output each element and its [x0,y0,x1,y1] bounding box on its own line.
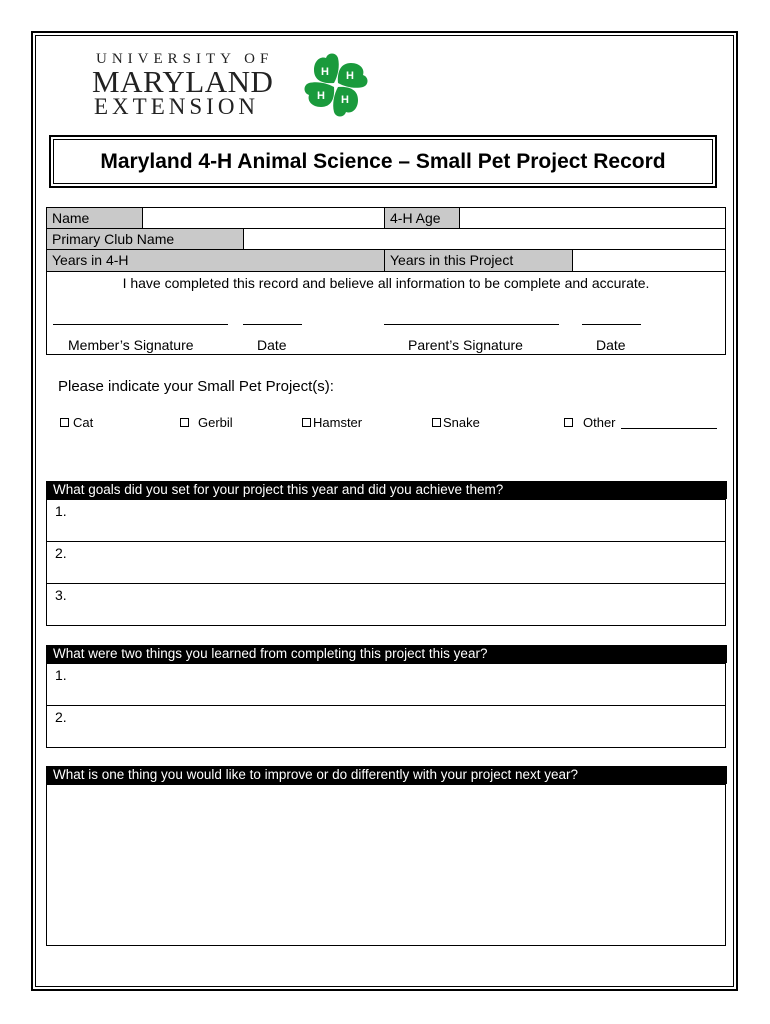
option-snake-label: Snake [443,415,480,430]
svg-text:H: H [321,66,329,78]
cat-checkbox[interactable] [60,418,69,427]
option-cat-label: Cat [73,415,94,430]
other-checkbox[interactable] [564,418,573,427]
svg-text:H: H [317,90,325,102]
learned-answer-1[interactable]: 1. [46,663,726,706]
gerbil-checkbox[interactable] [180,418,189,427]
option-hamster[interactable] [302,415,362,430]
logo-maryland: MARYLAND [92,64,274,99]
goal-answer-2[interactable]: 2. [46,541,726,584]
improve-answer-box[interactable] [46,784,726,946]
hamster-checkbox[interactable] [302,418,311,427]
name-label: Name [46,207,143,229]
parent-date-line[interactable] [582,324,641,325]
option-gerbil-label: Gerbil [198,415,233,430]
logo-university-of: UNIVERSITY OF [96,51,274,67]
learned-answer-2[interactable]: 2. [46,705,726,748]
certification-text: I have completed this record and believe all information to be complete and accurate. [122,275,650,291]
option-hamster-label: Hamster [313,415,363,430]
years-project-label: Years in this Project [384,249,573,272]
question-improve-header: What is one thing you would like to improve or do differently with your project next year? [46,766,727,784]
member-signature-label: Member’s Signature [68,337,194,353]
4h-clover-icon [300,50,372,120]
svg-text:H: H [341,94,349,106]
svg-text:H: H [346,70,354,82]
years-project-field[interactable] [572,249,726,272]
years-4h-label: Years in 4-H [46,249,385,272]
option-gerbil[interactable] [180,415,233,430]
option-cat[interactable] [60,415,93,430]
question-learned-header: What were two things you learned from completing this project this year? [46,645,727,663]
other-blank-line[interactable] [621,417,717,429]
member-signature-line[interactable] [53,324,228,325]
project-prompt: Please indicate your Small Pet Project(s): [58,378,334,395]
member-date-label: Date [257,337,287,353]
club-field[interactable] [243,228,726,250]
question-goals-header: What goals did you set for your project this year and did you achieve them? [46,481,727,499]
goal-answer-3[interactable]: 3. [46,583,726,626]
name-field[interactable] [142,207,385,229]
club-label: Primary Club Name [46,228,244,250]
age-field[interactable] [459,207,726,229]
option-other-label: Other [583,415,616,430]
parent-signature-line[interactable] [384,324,559,325]
logo-extension: EXTENSION [94,94,260,119]
page-title: Maryland 4-H Animal Science – Small Pet Project Record [100,149,666,173]
option-other[interactable] [564,415,717,430]
age-label: 4-H Age [384,207,460,229]
option-snake[interactable] [432,415,480,430]
title-box [53,139,713,184]
member-date-line[interactable] [243,324,302,325]
snake-checkbox[interactable] [432,418,441,427]
parent-signature-label: Parent’s Signature [408,337,523,353]
goal-answer-1[interactable]: 1. [46,499,726,542]
parent-date-label: Date [596,337,626,353]
